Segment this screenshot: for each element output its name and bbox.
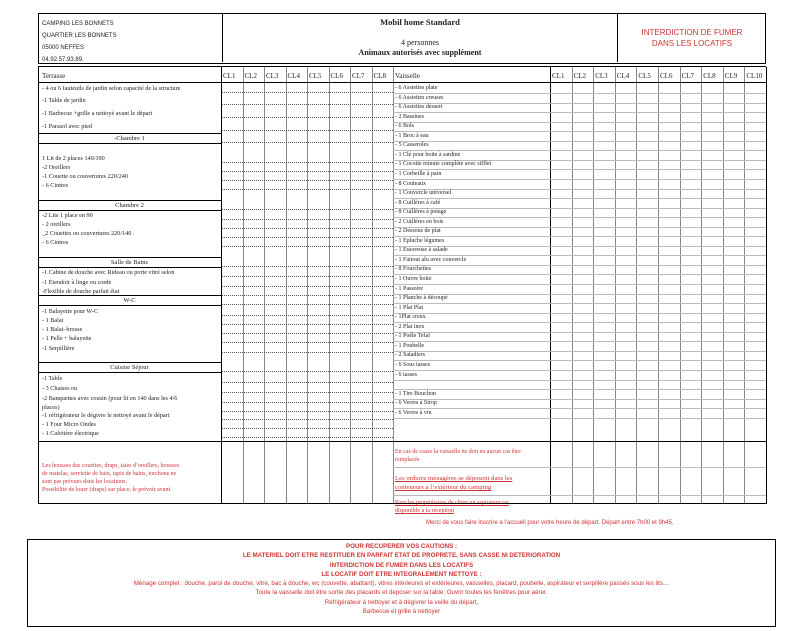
row-line [393,303,766,304]
departure-note: Merci de vous faire inscrire a l’accueil pour votre heure de départ. Départ entre 7h00 et 9h45. [426,520,674,526]
garbage-note-line: conteneurs a l’extérieur du camping [395,484,492,491]
vaisselle-item: - 8 Cuillères à potage [395,209,447,216]
vaisselle-item: - 1 Planche à découpé [395,295,448,302]
vaisselle-item: - 1 Ouvre boite [395,276,432,282]
row-line [222,209,393,210]
condition-line: Toute la vaisselle doit être sortie des placards et deposer sur la table. Ouvrir toutes les fenêtres pour aérer. [255,589,548,597]
vaisselle-item: - 6 Assiettes creuses [395,94,444,101]
dog-owner-note-line: disponible a la réception [395,508,454,514]
row-line [393,418,766,419]
vaisselle-item: - 6 Verres à vin [395,409,432,416]
vaisselle-item: - 1 Tire Bouchon [395,390,436,397]
section-rule [38,210,221,211]
vaisselle-item: - 1 Broc à eau [395,132,429,139]
row-line [393,227,766,228]
column-header-cl: CL6 [330,72,343,80]
vaisselle-item: - 6 Sous tasses [395,361,431,368]
row-line [393,284,766,285]
inventory-item: -2 Lits 1 place en 90 [42,212,93,219]
section-rule [38,200,221,201]
section-heading: W-C [123,297,136,304]
column-header-cl: CL7 [681,72,695,80]
column-header-vaisselle: Vaisselle [395,72,420,80]
linen-note-line: sont pas prévues dans les locations. [42,479,127,485]
vaisselle-item: - 6 tasses [395,371,417,378]
row-line [393,313,766,314]
row-line [393,360,766,361]
breakage-note-line: remplacée [395,457,420,463]
row-line [222,237,393,238]
no-smoking-notice [623,27,761,49]
column-header-cl: CL4 [616,72,630,80]
row-line [222,392,393,393]
inventory-item: -1 Balayette pour W-C [42,308,99,315]
row-line [393,198,766,199]
row-line [222,104,393,105]
row-line [222,324,393,325]
animals-text: Animaux autorisés avec supplément [358,48,482,57]
inventory-item: -Flexible de douche parfait état [42,288,120,295]
row-line [222,352,393,353]
column-header-cl: CL1 [223,72,236,80]
section-rule [38,305,221,306]
row-line [222,180,393,181]
column-header-cl: CL10 [746,72,763,80]
section-rule [393,495,766,496]
inventory-item: - 1 Balai [42,317,64,324]
column-header-cl: CL3 [266,72,279,80]
column-header-terrasse: Terrasse [42,72,66,80]
inventory-item: - 2 oreillers [42,221,71,228]
section-rule [38,133,221,134]
condition-line: Réfrigérateur à nettoyer et à dégivrer la veille du départ, [324,598,479,606]
row-line [222,382,393,383]
row-line [393,208,766,209]
table-bottom-rule [38,503,766,504]
row-line [393,341,766,342]
section-rule [38,143,221,144]
column-header-cl: CL9 [724,72,738,80]
row-line [222,266,393,267]
condition-line: POUR RECUPERER VOS CAUTIONS : [345,543,458,550]
row-line [393,122,766,123]
row-line [222,246,393,247]
column-divider [680,67,681,504]
address-line: 04.92.57.93.89. [42,57,84,63]
column-header-cl: CL8 [703,72,716,80]
column-divider [744,67,745,504]
address-line: CAMPING LES BONNETS [42,21,114,27]
row-line [222,171,393,172]
vaisselle-item: - 6 Assiettes dessert [395,104,443,111]
inventory-item: -1 Parasol avec pied [42,123,92,130]
inventory-item: -1 Serpillière [42,345,75,352]
inventory-item: places) [42,404,60,411]
row-line [393,112,766,113]
no-smoking-line: DANS LES LOCATIFS [651,39,733,48]
vaisselle-item: - 1Plat creux [395,314,426,321]
capacity-text: 4 personnes [401,38,439,47]
row-line [393,322,766,323]
inventory-item: -2 Oreillers [42,164,71,171]
vaisselle-item: - 2 Saladiers [395,352,425,359]
vaisselle-item: - 2 Dessous de plat [395,228,441,235]
column-divider [593,67,594,504]
row-line [222,333,393,334]
linen-note-line: Possibilité de louer (draps) sur place, le prévoir avant. [42,487,172,493]
row-line [222,428,393,429]
dog-owner-note [395,499,555,515]
row-line [222,411,393,412]
column-header-cl: CL4 [287,72,300,80]
vaisselle-item: - 1 Corbeille à pain [395,170,442,177]
condition-line: Barbecue et grille à nettoyer [362,608,441,616]
vaisselle-item: - 1 Essoreuse à salade [395,247,448,254]
section-rule [38,441,766,442]
inventory-item: -1 Table de jardin [42,97,86,104]
row-line [222,402,393,403]
inventory-item: -1 Cabine de douche avec Rideau ou porte vitré selon [42,269,175,276]
column-header-cl: CL5 [638,72,651,80]
row-line [393,274,766,275]
row-line [222,437,393,438]
vaisselle-item: - 1 Epluche légumes [395,237,445,244]
row-line [393,236,766,237]
garbage-note-line: Les ordures ménagères se déposent dans les [395,475,513,482]
inventory-item: - 4 ou 6 fauteuils de jardin selon capacité de la structure [42,85,181,92]
section-rule [38,257,221,258]
vaisselle-item: - 1 Passoire [395,285,423,292]
row-line [393,370,766,371]
inventory-item: - 6 Cintres [42,182,69,189]
page-title: Mobil home Standard [380,17,460,27]
inventory-item: -1 Barbecue +grille a nettoyé avant le départ [42,110,153,117]
dog-owner-note-line: Pour les propriétaires de chien un aspirateur est [395,500,509,506]
vaisselle-item: - 1 Plat Plat [395,304,424,311]
section-rule [38,362,221,363]
vaisselle-item: - 8 Couteaux [395,180,426,187]
vaisselle-item: - 1 Faitout alu avec couvercle [395,256,467,263]
column-divider [658,67,659,504]
section-heading: -Chambre 1 [114,135,145,142]
inventory-item: - 1 Cafetière électrique [42,430,99,437]
row-line [222,92,393,93]
column-header-cl: CL7 [352,72,365,80]
address-line: 05000 NEFFES [42,45,85,51]
title-box [222,14,618,62]
vaisselle-item: - 6 Bols [395,123,415,130]
breakage-note-line: En cas de casse la vaisselle ne doit en aucun cas être [395,449,521,455]
vaisselle-item: - 5 Casseroles [395,142,429,149]
row-line [393,246,766,247]
address-line: QUARTIER LES BONNETS [42,33,117,39]
row-line [393,294,766,295]
column-divider [701,67,702,504]
breakage-note [395,448,550,464]
section-heading: Chambre 2 [115,202,144,209]
row-line [393,265,766,266]
section-rule [38,372,221,373]
row-line [393,380,766,381]
column-divider [723,67,724,504]
row-line [222,304,393,305]
row-line [222,419,393,420]
inventory-item: -1 Table [42,375,63,382]
column-divider [393,67,394,504]
vaisselle-item: - 2 Cuillères en bois [395,218,444,225]
linen-note-line: de matelas, serviette de bain, tapis de bains, torchons ne [42,471,177,477]
vaisselle-item: - 6 Verres à Sirop [395,400,437,407]
row-line [393,169,766,170]
row-line [393,332,766,333]
garbage-note [395,474,555,492]
inventory-item: - 6 Cintres [42,239,69,246]
column-header-cl: CL6 [660,72,673,80]
inventory-item: -2 Banquettes avec cousin (pour lit en 140 dans les 4/6 [42,395,178,402]
column-divider [636,67,637,504]
column-header-cl: CL5 [309,72,322,80]
condition-line: INTERDICTION DE FUMER DANS LES LOCATIFS [329,561,474,569]
row-line [222,286,393,287]
row-line [222,219,393,220]
section-rule [38,267,221,268]
row-line [222,276,393,277]
column-header-cl: CL1 [552,72,565,80]
vaisselle-item: - 1 Couvercle universel [395,190,452,197]
inventory-item: - 1 Pelle + balayette [42,335,92,342]
no-smoking-line: INTERDICTION DE FUMER [641,28,743,37]
row-line [222,295,393,296]
row-line [222,189,393,190]
linen-note-line: Les housses des couettes, draps, taies d’oreillers, housses [42,463,180,469]
section-heading: Cuisine Séjour [110,364,149,371]
camping-address [42,18,117,66]
inventory-item: - 1 Balai–brosse [42,326,83,333]
vaisselle-item: - 8 Cuillères à café [395,199,441,206]
vaisselle-item: - 6 Assiettes plate [395,85,438,91]
section-rule [393,467,766,468]
row-line [393,399,766,400]
row-line [222,371,393,372]
column-divider [572,67,573,504]
inventory-item: -1 réfrigérateur le dégivre le nettoyé avant le départ [42,412,170,419]
row-line [393,389,766,390]
row-line [222,342,393,343]
column-header-cl: CL3 [595,72,608,80]
row-line [222,162,393,163]
column-divider [766,67,767,504]
section-rule [38,295,221,296]
inventory-table [38,66,766,514]
column-divider [615,67,616,504]
column-header-cl: CL2 [244,72,257,80]
inventory-item: - 1 Four Micro Ondes [42,421,96,428]
inventory-item: _2 Couettes ou couvertures 220/140 . [42,230,135,237]
header-box [38,13,766,64]
inventory-item: 1 Lit de 2 places 140/190 [42,155,105,162]
inventory-item: - 3 Chaises ou [42,385,78,392]
inventory-item: -1 Etendoir à linge ou corde [42,279,112,286]
row-line [222,117,393,118]
row-line [393,141,766,142]
linen-note [42,462,220,494]
inventory-item: -1 Couette ou couvertures 220/240 [42,173,128,180]
vaisselle-item: - 1 Clé pour boite à sardine [395,151,461,158]
vaisselle-item: - 1 Cocotte minute complète avec sifflet [395,161,492,168]
row-line [222,142,393,143]
row-line [393,217,766,218]
row-line [393,179,766,180]
row-line [222,315,393,316]
condition-line: Ménage complet : douche, paroi de douche, vitre, bac à douche, wc (couvette, abattant), vitres interieures et extérieures, vaisselles, placard, poubelle, aspirateur et serpillère passés sous les lits… [133,580,670,588]
vaisselle-item: - 1 Poubelle [395,342,424,349]
column-divider [550,67,551,504]
vaisselle-item: - 8 Fourchettes [395,266,431,273]
condition-line: LE LOCATIF DOIT ETRE INTEGRALEMENT NETTOYE : [321,570,482,578]
row-line [393,408,766,409]
column-header-cl: CL2 [573,72,587,80]
row-line [393,93,766,94]
header-rule [38,82,766,83]
vaisselle-item: - 2 Plat inox [395,323,425,330]
row-line [393,103,766,104]
deposit-conditions-box [27,539,776,627]
row-line [393,131,766,132]
row-line [222,130,393,131]
row-line [393,351,766,352]
vaisselle-item: - 1 Poêle Tefal [395,333,430,340]
condition-line: LE MATERIEL DOIT ETRE RESTITUER EN PARFAIT ETAT DE PROPRETE, SANS CASSE NI DETERIORATION [242,552,561,560]
section-heading: Salle de Bains [110,259,149,266]
vaisselle-item: - 2 Bassines [395,113,424,120]
row-line [222,228,393,229]
column-header-cl: CL8 [373,72,386,80]
